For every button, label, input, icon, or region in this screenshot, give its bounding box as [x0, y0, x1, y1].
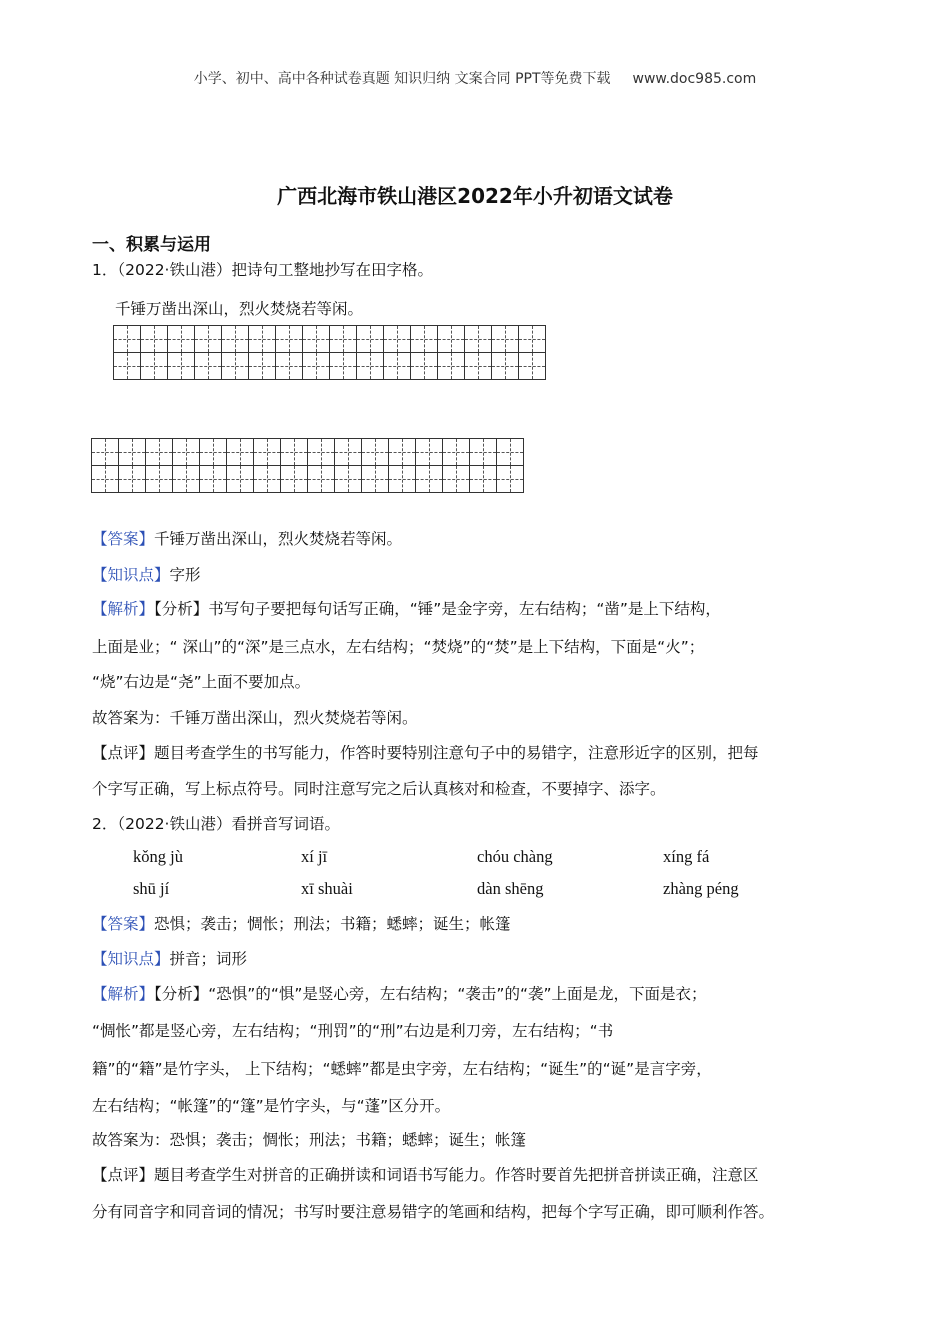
pinyin-item: shū jí — [133, 879, 170, 898]
grid-cell[interactable] — [303, 353, 330, 380]
q2-comment-line-1: 【点评】题目考查学生对拼音的正确拼读和词语书写能力。作答时要首先把拼音拼读正确，注意区 — [92, 1166, 759, 1184]
knowledge-tag: 【知识点】 — [92, 950, 170, 968]
grid-cell[interactable] — [389, 466, 416, 493]
grid-cell[interactable] — [195, 353, 222, 380]
grid-cell[interactable] — [146, 466, 173, 493]
grid-cell[interactable] — [146, 439, 173, 466]
q1-comment-line-1: 【点评】题目考查学生的书写能力，作答时要特别注意句子中的易错字，注意形近字的区别，把每 — [92, 744, 759, 762]
grid-cell[interactable] — [141, 353, 168, 380]
q2-final-answer: 故答案为：恐惧；袭击；惆怅；刑法；书籍；蟋蟀；诞生；帐篷 — [92, 1131, 527, 1149]
grid-cell[interactable] — [114, 353, 141, 380]
grid-cell[interactable] — [222, 353, 249, 380]
page-header — [0, 68, 950, 88]
q2-analysis-line-2: “惆怅”都是竖心旁，左右结构；“刑罚”的“刑”右边是利刀旁，左右结构；“书 — [92, 1022, 614, 1040]
grid-cell[interactable] — [119, 439, 146, 466]
q2-stem: 2．（2022·铁山港）看拼音写词语。 — [92, 815, 340, 833]
grid-cell[interactable] — [119, 466, 146, 493]
grid-cell[interactable] — [411, 353, 438, 380]
analysis-text: 【分析】书写句子要把每句话写正确，“锤”是金字旁，左右结构；“凿”是上下结构， — [154, 600, 721, 618]
grid-cell[interactable] — [492, 353, 519, 380]
grid-cell[interactable] — [168, 353, 195, 380]
q2-comment-line-2: 分有同音字和同音词的情况；书写时要注意易错字的笔画和结构，把每个字写正确，即可顺利作答。 — [92, 1203, 775, 1221]
grid-cell[interactable] — [465, 353, 492, 380]
header-text: 小学、初中、高中各种试卷真题 知识归纳 文案合同 PPT等免费下载 — [193, 71, 611, 87]
grid-cell[interactable] — [141, 326, 168, 353]
grid-cell[interactable] — [330, 353, 357, 380]
grid-cell[interactable] — [497, 466, 524, 493]
pinyin-item: xí jī — [301, 847, 328, 866]
grid-cell[interactable] — [357, 353, 384, 380]
q2-analysis-line-3: 籍”的“籍”是竹字头， 上下结构；“蟋蟀”都是虫字旁，左右结构；“诞生”的“诞”是言字旁， — [92, 1060, 712, 1078]
grid-cell[interactable] — [281, 439, 308, 466]
grid-cell[interactable] — [303, 326, 330, 353]
answer-text: 千锤万凿出深山，烈火焚烧若等闲。 — [154, 530, 403, 548]
grid-cell[interactable] — [308, 466, 335, 493]
pinyin-item: xíng fá — [663, 847, 710, 866]
grid-cell[interactable] — [254, 466, 281, 493]
grid-cell[interactable] — [497, 439, 524, 466]
grid-cell[interactable] — [227, 466, 254, 493]
grid-cell[interactable] — [519, 353, 546, 380]
grid-cell[interactable] — [195, 326, 222, 353]
section-heading: 一、积累与运用 — [92, 235, 211, 255]
grid-cell[interactable] — [200, 439, 227, 466]
q1-answer — [92, 527, 402, 549]
knowledge-text: 字形 — [169, 566, 201, 584]
q1-analysis-line-2: 上面是业；“ 深山”的“深”是三点水，左右结构；“焚烧”的“焚”是上下结构，下面是“火”； — [92, 638, 705, 656]
grid-cell[interactable] — [200, 466, 227, 493]
grid-cell[interactable] — [281, 466, 308, 493]
q2-answer — [92, 912, 511, 934]
grid-cell[interactable] — [443, 439, 470, 466]
q1-knowledge-point — [92, 563, 201, 585]
q2-knowledge-point — [92, 947, 247, 969]
q2-analysis-line-1 — [92, 982, 707, 1004]
knowledge-tag: 【知识点】 — [92, 566, 170, 584]
grid-cell[interactable] — [254, 439, 281, 466]
grid-cell[interactable] — [465, 326, 492, 353]
grid-cell[interactable] — [276, 353, 303, 380]
page-title: 广西北海市铁山港区2022年小升初语文试卷 — [277, 184, 673, 208]
answer-tag: 【答案】 — [92, 530, 155, 548]
q1-analysis-line-1 — [92, 597, 721, 619]
grid-cell[interactable] — [308, 439, 335, 466]
grid-cell[interactable] — [222, 326, 249, 353]
grid-cell[interactable] — [227, 439, 254, 466]
analysis-text: 【分析】“恐惧”的“惧”是竖心旁，左右结构；“袭击”的“袭”上面是龙，下面是衣； — [154, 985, 707, 1003]
tianzi-grid-row-1[interactable] — [113, 325, 546, 380]
grid-cell[interactable] — [519, 326, 546, 353]
grid-cell[interactable] — [438, 326, 465, 353]
grid-cell[interactable] — [384, 326, 411, 353]
grid-cell[interactable] — [470, 439, 497, 466]
q1-stem: 1．（2022·铁山港）把诗句工整地抄写在田字格。 — [92, 261, 433, 279]
grid-cell[interactable] — [411, 326, 438, 353]
grid-cell[interactable] — [362, 439, 389, 466]
pinyin-item: dàn shēng — [477, 879, 544, 898]
grid-cell[interactable] — [92, 439, 119, 466]
grid-cell[interactable] — [168, 326, 195, 353]
knowledge-text: 拼音；词形 — [169, 950, 248, 968]
grid-cell[interactable] — [384, 353, 411, 380]
answer-text: 恐惧；袭击；惆怅；刑法；书籍；蟋蟀；诞生；帐篷 — [154, 915, 511, 933]
grid-cell[interactable] — [92, 466, 119, 493]
grid-cell[interactable] — [416, 439, 443, 466]
grid-cell[interactable] — [335, 466, 362, 493]
grid-cell[interactable] — [389, 439, 416, 466]
grid-cell[interactable] — [470, 466, 497, 493]
q2-analysis-line-4: 左右结构；“帐篷”的“篷”是竹字头，与“蓬”区分开。 — [92, 1097, 451, 1115]
grid-cell[interactable] — [249, 326, 276, 353]
answer-tag: 【答案】 — [92, 915, 155, 933]
pinyin-item: zhàng péng — [663, 879, 739, 898]
q1-final-answer: 故答案为：千锤万凿出深山，烈火焚烧若等闲。 — [92, 709, 418, 727]
header-site[interactable]: www.doc985.com — [632, 71, 757, 87]
grid-cell[interactable] — [173, 439, 200, 466]
grid-cell[interactable] — [443, 466, 470, 493]
grid-cell[interactable] — [357, 326, 384, 353]
q1-poem: 千锤万凿出深山，烈火焚烧若等闲。 — [115, 300, 364, 318]
grid-cell[interactable] — [438, 353, 465, 380]
grid-cell[interactable] — [276, 326, 303, 353]
analysis-tag: 【解析】 — [92, 600, 155, 618]
tianzi-grid-row-2[interactable] — [91, 438, 524, 493]
grid-cell[interactable] — [335, 439, 362, 466]
grid-cell[interactable] — [330, 326, 357, 353]
pinyin-item: kǒng jù — [133, 847, 183, 866]
q1-analysis-line-3: “烧”右边是“尧”上面不要加点。 — [92, 673, 311, 691]
grid-cell[interactable] — [492, 326, 519, 353]
grid-cell[interactable] — [173, 466, 200, 493]
grid-cell[interactable] — [114, 326, 141, 353]
q1-comment-line-2: 个字写正确，写上标点符号。同时注意写完之后认真核对和检查，不要掉字、添字。 — [92, 780, 666, 798]
analysis-tag: 【解析】 — [92, 985, 155, 1003]
grid-cell[interactable] — [416, 466, 443, 493]
grid-cell[interactable] — [249, 353, 276, 380]
pinyin-item: xī shuài — [301, 879, 353, 898]
pinyin-item: chóu chàng — [477, 847, 553, 866]
grid-cell[interactable] — [362, 466, 389, 493]
